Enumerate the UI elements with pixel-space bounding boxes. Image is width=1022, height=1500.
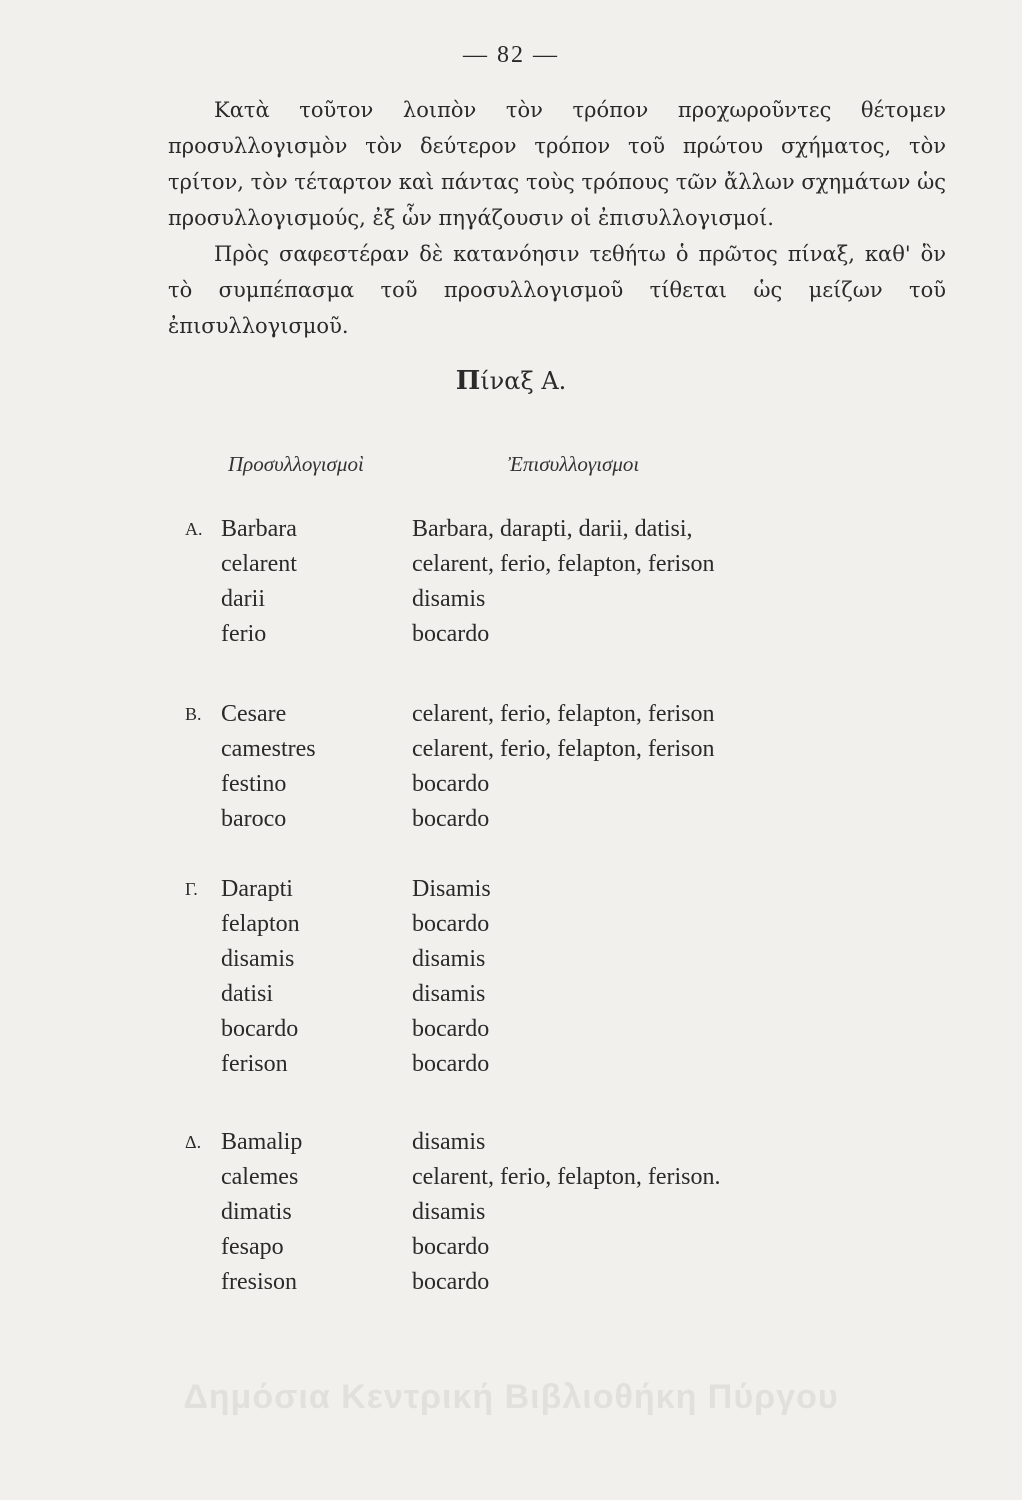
- conclusion-cell: Disamis: [412, 876, 491, 902]
- table-group-a: [185, 512, 945, 652]
- table-row: [185, 872, 945, 907]
- conclusion-cell: celarent, ferio, felapton, ferison: [412, 551, 715, 577]
- table-row: [185, 1230, 945, 1265]
- group-letter: Δ.: [185, 1132, 202, 1152]
- table-row: [185, 512, 945, 547]
- table-row: [185, 1265, 945, 1300]
- header-conclusions: Ἐπισυλλογισμοι: [508, 452, 640, 476]
- conclusion-cell: disamis: [412, 1199, 486, 1225]
- conclusion-cell: Barbara, darapti, darii, datisi,: [412, 516, 693, 542]
- premise-cell: Bamalip: [221, 1129, 303, 1155]
- library-watermark: Δημόσια Κεντρική Βιβλιοθήκη Πύργου: [183, 1378, 839, 1416]
- table-title: [0, 366, 1022, 396]
- table-row: [185, 1012, 945, 1047]
- table-row: [185, 1047, 945, 1082]
- table-group-b: [185, 697, 945, 837]
- table-row: [185, 732, 945, 767]
- conclusion-cell: disamis: [412, 946, 486, 972]
- conclusion-cell: celarent, ferio, felapton, ferison.: [412, 1164, 721, 1190]
- conclusion-cell: disamis: [412, 586, 486, 612]
- table-group-d: [185, 1125, 945, 1300]
- table-row: [185, 697, 945, 732]
- conclusion-cell: bocardo: [412, 621, 490, 647]
- premise-cell: bocardo: [221, 1016, 299, 1042]
- paragraph-1: Κατὰ τοῦτον λοιπὸν τὸν τρόπον προχωροῦντες θέτομεν προσυλλογισμὸν τὸν δεύτερον τρόπον τοῦ πρώτου σχήματος, τὸν τρίτον, τὸν τέταρτον καὶ πάντας τοὺς τρόπους τῶν ἄλλων σχημάτων ὡς προσυλλογισμούς, ἐξ ὧν πηγάζουσιν οἱ ἐπισυλλογισμοί.: [168, 98, 946, 230]
- premise-cell: felapton: [221, 911, 300, 937]
- table-row: [185, 1195, 945, 1230]
- premise-cell: Darapti: [221, 876, 293, 902]
- table-row: [185, 942, 945, 977]
- group-letter: Β.: [185, 704, 202, 724]
- conclusion-cell: celarent, ferio, felapton, ferison: [412, 736, 715, 762]
- table-group-c: [185, 872, 945, 1082]
- premise-cell: celarent: [221, 551, 297, 577]
- premise-cell: calemes: [221, 1164, 299, 1190]
- table-title-cap: Π: [455, 366, 481, 396]
- conclusion-cell: celarent, ferio, felapton, ferison: [412, 701, 715, 727]
- premise-cell: datisi: [221, 981, 273, 1007]
- premise-cell: camestres: [221, 736, 316, 762]
- premise-cell: ferio: [221, 621, 267, 647]
- table-row: [185, 547, 945, 582]
- premise-cell: Cesare: [221, 701, 287, 727]
- header-premises: Προσυλλογισμοὶ: [228, 452, 364, 476]
- table-row: [185, 977, 945, 1012]
- premise-cell: ferison: [221, 1051, 288, 1077]
- table-row: [185, 617, 945, 652]
- conclusion-cell: bocardo: [412, 911, 490, 937]
- premise-cell: fesapo: [221, 1234, 284, 1260]
- premise-cell: Barbara: [221, 516, 297, 542]
- table-row: [185, 1160, 945, 1195]
- paragraph-2: Πρὸς σαφεστέραν δὲ κατανόησιν τεθήτω ὁ πρῶτος πίναξ, καθ' ὃν τὸ συμπέπασμα τοῦ προσυλλογισμοῦ τίθεται ὡς μείζων τοῦ ἐπισυλλογισμοῦ.: [168, 242, 946, 338]
- premise-cell: festino: [221, 771, 287, 797]
- premise-cell: disamis: [221, 946, 295, 972]
- conclusion-cell: disamis: [412, 981, 486, 1007]
- table-title-rest: ίναξ Α.: [480, 367, 567, 395]
- conclusion-cell: bocardo: [412, 1051, 490, 1077]
- premise-cell: baroco: [221, 806, 287, 832]
- table-row: [185, 582, 945, 617]
- conclusion-cell: bocardo: [412, 771, 490, 797]
- table-row: [185, 802, 945, 837]
- conclusion-cell: bocardo: [412, 1016, 490, 1042]
- page-number: — 82 —: [463, 42, 559, 68]
- premise-cell: darii: [221, 586, 265, 612]
- table-row: [185, 907, 945, 942]
- conclusion-cell: bocardo: [412, 806, 490, 832]
- table-row: [185, 1125, 945, 1160]
- premise-cell: fresison: [221, 1269, 297, 1295]
- group-letter: Γ.: [185, 879, 198, 899]
- conclusion-cell: bocardo: [412, 1269, 490, 1295]
- group-letter: Α.: [185, 519, 203, 539]
- table-row: [185, 767, 945, 802]
- conclusion-cell: disamis: [412, 1129, 486, 1155]
- premise-cell: dimatis: [221, 1199, 292, 1225]
- conclusion-cell: bocardo: [412, 1234, 490, 1260]
